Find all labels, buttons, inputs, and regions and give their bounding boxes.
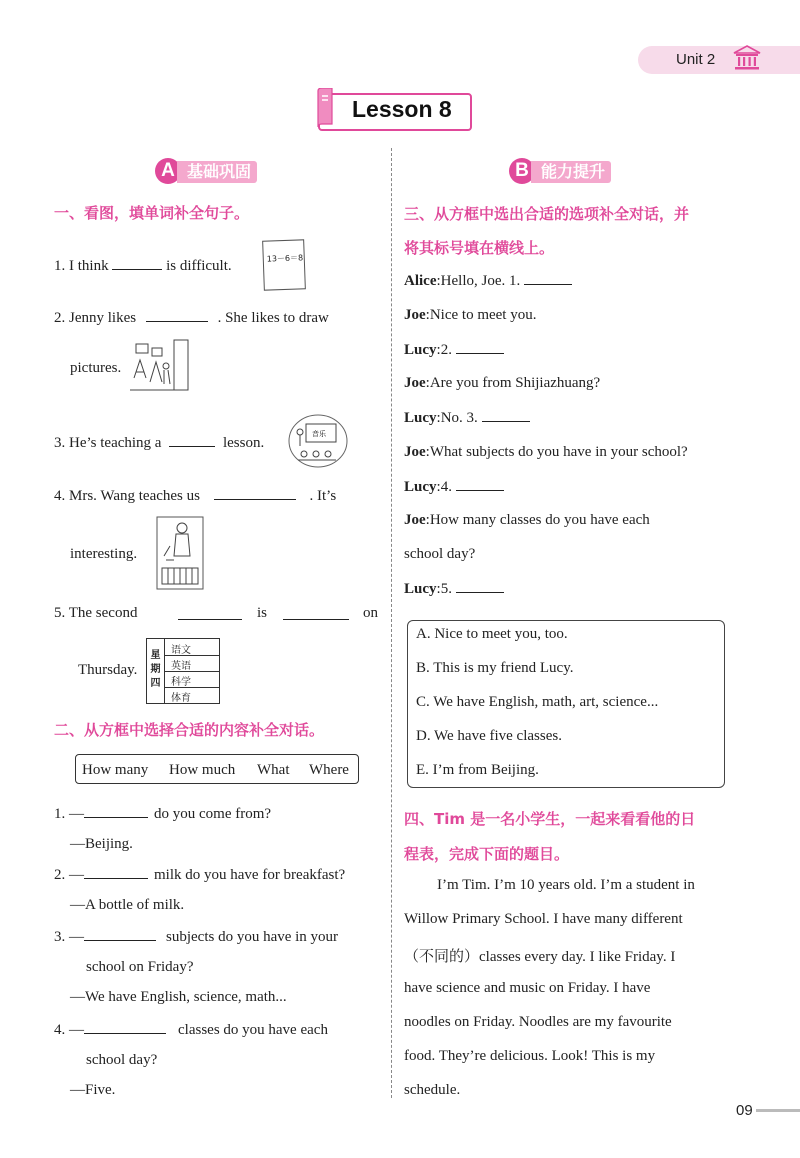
- page-title: Lesson 8: [352, 96, 452, 122]
- q1-number: 1.: [54, 258, 66, 274]
- q5-blank-1[interactable]: [178, 607, 242, 620]
- column-divider: [391, 148, 392, 1098]
- d3-blank[interactable]: [84, 928, 156, 941]
- d2-blank[interactable]: [84, 866, 148, 879]
- line-text: Nice to meet you.: [429, 307, 537, 323]
- d4-number: 4. —: [54, 1022, 84, 1038]
- building-icon: [732, 44, 762, 72]
- speaker: Joe: [404, 444, 426, 460]
- thursday-char-1: 星: [150, 650, 161, 661]
- speaker: Alice: [404, 273, 437, 289]
- q1-text-b: is difficult.: [166, 258, 232, 274]
- thursday-char-2: 期: [150, 664, 161, 675]
- q1-blank[interactable]: [112, 257, 162, 270]
- speaker: Lucy: [404, 410, 437, 426]
- part4-heading-cont: 程表，完成下面的题目。: [404, 845, 570, 863]
- option-item: C. We have English, math, art, science...: [416, 694, 659, 710]
- line-text: Hello, Joe. 1.: [440, 273, 521, 289]
- q2-text-b: . She likes to draw: [217, 310, 329, 326]
- passage-line: （不同的）classes every day. I like Friday. I: [404, 949, 676, 965]
- speaker: Joe: [404, 307, 426, 323]
- part1-heading: 一、看图，填单词补全句子。: [54, 204, 250, 222]
- schedule-row: 体育: [171, 693, 191, 704]
- d3-question: [54, 928, 380, 946]
- option-item: E. I’m from Beijing.: [416, 762, 539, 778]
- dialog-line-1: Alice:Hello, Joe. 1.: [404, 272, 572, 290]
- q2-blank[interactable]: [146, 309, 208, 322]
- q5-text-d: Thursday.: [78, 662, 138, 678]
- part2-heading: 二、从方框中选择合适的内容补全对话。: [54, 721, 325, 739]
- d1-question: [54, 805, 271, 823]
- d2-text: milk do you have for breakfast?: [154, 867, 346, 883]
- d2-question: [54, 866, 345, 884]
- dialog-line-9: school day?: [404, 546, 476, 562]
- schedule-row: 语文: [171, 645, 191, 656]
- section-a-label: 基础巩固: [177, 161, 257, 183]
- dialog-line-6: Joe:What subjects do you have in your school?: [404, 444, 688, 460]
- option-word: How much: [169, 762, 236, 778]
- part4-heading: 四、Tim 是一名小学生，一起来看看他的日: [404, 810, 696, 828]
- unit-label: Unit 2: [676, 51, 716, 68]
- math-paper-picture: [262, 239, 306, 290]
- part3-heading-cont: 将其标号填在横线上。: [404, 239, 555, 257]
- art-room-picture: [126, 338, 192, 398]
- passage-line: Willow Primary School. I have many different: [404, 911, 683, 927]
- option-item: A. Nice to meet you, too.: [416, 626, 568, 642]
- line-text: Are you from Shijiazhuang?: [429, 375, 601, 391]
- q4-blank[interactable]: [214, 487, 296, 500]
- q4-sentence: [54, 487, 380, 505]
- d1-number: 1. —: [54, 806, 84, 822]
- unit-tab: [638, 46, 800, 74]
- music-class-picture: [288, 414, 348, 468]
- line-text: 4.: [440, 479, 452, 495]
- schedule-row: 英语: [171, 661, 191, 672]
- page-number: 09: [736, 1102, 753, 1119]
- q1-text-a: I think: [69, 258, 109, 274]
- blank-4[interactable]: [456, 478, 504, 491]
- q3-text-a: 3. He’s teaching a: [54, 435, 162, 451]
- q2-text-c: pictures.: [70, 360, 122, 376]
- d3-question-cont: school on Friday?: [86, 959, 194, 975]
- d3-answer: —We have English, science, math...: [70, 989, 287, 1005]
- q5-text-b: is: [257, 605, 268, 621]
- line-text: What subjects do you have in your school?: [429, 444, 688, 460]
- option-word: How many: [82, 762, 149, 778]
- blank-2[interactable]: [456, 341, 504, 354]
- thursday-label: [147, 639, 165, 703]
- passage-line: food. They’re delicious. Look! This is my: [404, 1048, 656, 1064]
- d4-blank[interactable]: [84, 1021, 166, 1034]
- speaker: Joe: [404, 375, 426, 391]
- line-text: How many classes do you have each: [429, 512, 650, 528]
- passage-line: have science and music on Friday. I have: [404, 980, 651, 996]
- table-divider: [165, 671, 219, 672]
- q4-text-c: interesting.: [70, 546, 138, 562]
- d1-answer: —Beijing.: [70, 836, 133, 852]
- q3-blank[interactable]: [169, 434, 215, 447]
- dialog-line-3: Lucy:2.: [404, 341, 504, 359]
- option-item: B. This is my friend Lucy.: [416, 660, 574, 676]
- d1-text: do you come from?: [154, 806, 272, 822]
- d3-text: subjects do you have in your: [166, 929, 339, 945]
- thursday-schedule-table: [146, 638, 220, 704]
- d2-number: 2. —: [54, 867, 84, 883]
- blank-1[interactable]: [524, 272, 572, 285]
- dialog-line-2: Joe:Nice to meet you.: [404, 307, 537, 323]
- speaker: Joe: [404, 512, 426, 528]
- d4-answer: —Five.: [70, 1082, 116, 1098]
- line-text: 2.: [440, 342, 452, 358]
- speaker: Lucy: [404, 479, 437, 495]
- passage-line: I’m Tim. I’m 10 years old. I’m a student in: [437, 877, 695, 893]
- page-number-bar: [756, 1109, 800, 1112]
- option-word: What: [257, 762, 290, 778]
- passage-line: noodles on Friday. Noodles are my favourite: [404, 1014, 672, 1030]
- speaker: Lucy: [404, 342, 437, 358]
- d4-question: [54, 1021, 380, 1039]
- math-paper-text: 13－6＝8: [266, 253, 304, 264]
- q4-text-b: . It’s: [309, 488, 337, 504]
- q3-sentence: [54, 434, 264, 452]
- option-word: Where: [309, 762, 349, 778]
- q1-sentence: [54, 257, 232, 275]
- line-text: No. 3.: [440, 410, 478, 426]
- d4-text: classes do you have each: [178, 1022, 328, 1038]
- d1-blank[interactable]: [84, 805, 148, 818]
- part3-heading: 三、从方框中选出合适的选项补全对话，并: [404, 205, 690, 223]
- table-divider: [165, 655, 219, 656]
- table-divider: [165, 687, 219, 688]
- passage-line: schedule.: [404, 1082, 461, 1098]
- q2-text-a: 2. Jenny likes: [54, 310, 137, 326]
- option-item: D. We have five classes.: [416, 728, 562, 744]
- line-text: 5.: [440, 581, 452, 597]
- bookmark-icon: [316, 88, 334, 128]
- d2-answer: —A bottle of milk.: [70, 897, 185, 913]
- dialog-line-7: Lucy:4.: [404, 478, 504, 496]
- section-b-letter: B: [509, 158, 535, 184]
- speaker: Lucy: [404, 581, 437, 597]
- section-b-label: 能力提升: [531, 161, 611, 183]
- thursday-char-3: 四: [150, 678, 161, 689]
- q2-sentence: [54, 309, 380, 327]
- q5-text-a: 5. The second: [54, 605, 138, 621]
- schedule-row: 科学: [171, 677, 191, 688]
- q5-text-c: on: [363, 605, 378, 621]
- blank-5[interactable]: [456, 580, 504, 593]
- music-board-text: 音乐: [312, 430, 326, 438]
- blank-3[interactable]: [482, 409, 530, 422]
- dialog-line-8: Joe:How many classes do you have each: [404, 512, 650, 528]
- dialog-line-5: Lucy:No. 3.: [404, 409, 530, 427]
- q3-text-b: lesson.: [222, 435, 265, 451]
- q5-blank-2[interactable]: [283, 607, 349, 620]
- d4-question-cont: school day?: [86, 1052, 158, 1068]
- dialog-line-10: Lucy:5.: [404, 580, 504, 598]
- science-lab-picture: [156, 516, 204, 590]
- section-a-letter: A: [155, 158, 181, 184]
- q4-text-a: 4. Mrs. Wang teaches us: [54, 488, 200, 504]
- d3-number: 3. —: [54, 929, 84, 945]
- dialog-line-4: Joe:Are you from Shijiazhuang?: [404, 375, 601, 391]
